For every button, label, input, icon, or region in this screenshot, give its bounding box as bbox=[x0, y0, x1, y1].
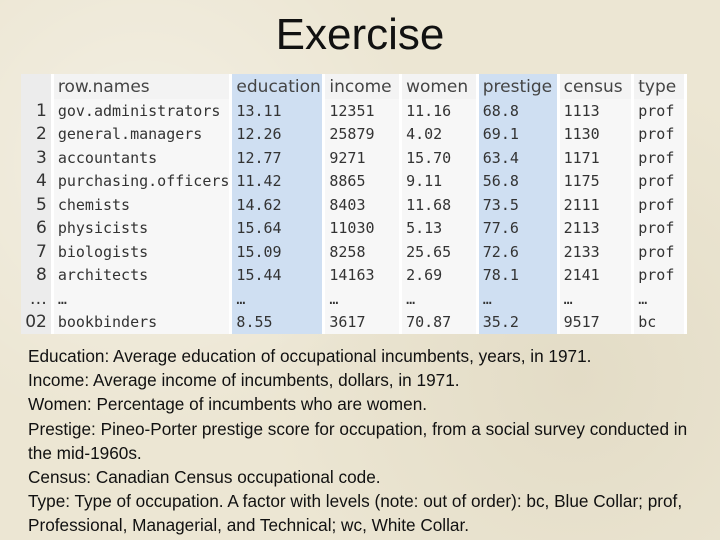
row-index: 8 bbox=[21, 264, 54, 288]
table-cell-row-names: physicists bbox=[54, 217, 233, 241]
description-census: Census: Canadian Census occupational code. bbox=[28, 467, 381, 488]
column-header-income: income bbox=[325, 74, 402, 99]
table-cell-prestige: 73.5 bbox=[479, 193, 560, 217]
table-cell-census: 2113 bbox=[560, 217, 635, 241]
table-cell-income: 12351 bbox=[325, 99, 402, 123]
table-cell-prestige: 72.6 bbox=[479, 240, 560, 264]
row-index: 2 bbox=[21, 123, 54, 147]
table-cell-row-names: bookbinders bbox=[54, 311, 233, 335]
table-cell-education: 11.42 bbox=[232, 170, 325, 194]
table-cell-education: 8.55 bbox=[232, 311, 325, 335]
table-row bbox=[21, 311, 687, 335]
table-cell-women: 25.65 bbox=[402, 240, 479, 264]
table-cell-census: 9517 bbox=[560, 311, 635, 335]
table-cell-income: 14163 bbox=[325, 264, 402, 288]
table-header-row bbox=[21, 74, 687, 99]
table-cell-row-names: general.managers bbox=[54, 123, 233, 147]
table-cell-education: 15.44 bbox=[232, 264, 325, 288]
table-row bbox=[21, 217, 687, 241]
column-header-women: women bbox=[402, 74, 479, 99]
table-row bbox=[21, 193, 687, 217]
table-cell-prestige: 77.6 bbox=[479, 217, 560, 241]
table-cell-census: 2141 bbox=[560, 264, 635, 288]
table-cell-prestige: 63.4 bbox=[479, 146, 560, 170]
table-cell-census: 2133 bbox=[560, 240, 635, 264]
table-row bbox=[21, 123, 687, 147]
table-cell-census: … bbox=[560, 287, 635, 311]
description-education: Education: Average education of occupational incumbents, years, in 1971. bbox=[28, 346, 592, 366]
table-cell-type: prof bbox=[634, 99, 687, 123]
table-cell-type: prof bbox=[634, 240, 687, 264]
table-cell-type: prof bbox=[634, 146, 687, 170]
variable-descriptions bbox=[28, 344, 708, 538]
table-cell-census: 1171 bbox=[560, 146, 635, 170]
row-index: 4 bbox=[21, 170, 54, 194]
table-cell-prestige: 35.2 bbox=[479, 311, 560, 335]
data-table bbox=[21, 74, 687, 334]
data-table-container bbox=[21, 74, 687, 334]
table-cell-income: 3617 bbox=[325, 311, 402, 335]
column-header-census: census bbox=[560, 74, 635, 99]
table-cell-women: 70.87 bbox=[402, 311, 479, 335]
table-cell-income: … bbox=[325, 287, 402, 311]
index-header bbox=[21, 74, 54, 99]
table-cell-type: prof bbox=[634, 193, 687, 217]
row-index: 6 bbox=[21, 217, 54, 241]
table-cell-income: 9271 bbox=[325, 146, 402, 170]
table-cell-row-names: biologists bbox=[54, 240, 233, 264]
table-cell-education: 12.26 bbox=[232, 123, 325, 147]
table-cell-prestige: 69.1 bbox=[479, 123, 560, 147]
column-header-education: education bbox=[232, 74, 325, 99]
row-index: 02 bbox=[21, 311, 54, 335]
table-cell-income: 8403 bbox=[325, 193, 402, 217]
table-row bbox=[21, 99, 687, 123]
description-women: Women: Percentage of incumbents who are women. bbox=[28, 394, 428, 415]
table-cell-type: prof bbox=[634, 264, 687, 288]
table-cell-type: prof bbox=[634, 170, 687, 194]
table-cell-women: … bbox=[402, 287, 479, 311]
description-type: Type: Type of occupation. A factor with levels (note: out of order): bc, Blue Collar; prof, Professional, Managerial, and Technical; wc, White Collar. bbox=[28, 491, 683, 536]
description-prestige: Prestige: Pineo-Porter prestige score for occupation, from a social survey conducted in the mid-1960s. bbox=[28, 418, 688, 463]
table-cell-census: 1113 bbox=[560, 99, 635, 123]
table-cell-census: 2111 bbox=[560, 193, 635, 217]
table-cell-women: 15.70 bbox=[402, 146, 479, 170]
table-cell-row-names: architects bbox=[54, 264, 233, 288]
column-header-row-names: row.names bbox=[54, 74, 233, 99]
table-cell-women: 11.16 bbox=[402, 99, 479, 123]
description-income: Income: Average income of incumbents, dollars, in 1971. bbox=[28, 370, 460, 391]
table-cell-women: 11.68 bbox=[402, 193, 479, 217]
table-cell-income: 25879 bbox=[325, 123, 402, 147]
table-row bbox=[21, 146, 687, 170]
table-row bbox=[21, 240, 687, 264]
table-cell-row-names: chemists bbox=[54, 193, 233, 217]
column-header-type: type bbox=[634, 74, 687, 99]
table-cell-row-names: … bbox=[54, 287, 233, 311]
table-cell-education: 15.64 bbox=[232, 217, 325, 241]
table-cell-prestige: 56.8 bbox=[479, 170, 560, 194]
column-header-prestige: prestige bbox=[479, 74, 560, 99]
table-cell-type: … bbox=[634, 287, 687, 311]
row-index: 5 bbox=[21, 193, 54, 217]
slide-title: Exercise bbox=[275, 10, 445, 59]
table-cell-type: bc bbox=[634, 311, 687, 335]
row-index: 7 bbox=[21, 240, 54, 264]
table-cell-census: 1130 bbox=[560, 123, 635, 147]
table-cell-women: 9.11 bbox=[402, 170, 479, 194]
table-cell-income: 11030 bbox=[325, 217, 402, 241]
table-cell-census: 1175 bbox=[560, 170, 635, 194]
table-cell-education: 14.62 bbox=[232, 193, 325, 217]
table-cell-type: prof bbox=[634, 123, 687, 147]
table-cell-education: 15.09 bbox=[232, 240, 325, 264]
table-cell-prestige: 68.8 bbox=[479, 99, 560, 123]
row-index: … bbox=[21, 287, 54, 311]
table-cell-income: 8258 bbox=[325, 240, 402, 264]
table-row bbox=[21, 170, 687, 194]
table-row bbox=[21, 287, 687, 311]
table-cell-row-names: purchasing.officers bbox=[54, 170, 233, 194]
table-row bbox=[21, 264, 687, 288]
table-cell-prestige: … bbox=[479, 287, 560, 311]
table-cell-women: 2.69 bbox=[402, 264, 479, 288]
table-cell-education: … bbox=[232, 287, 325, 311]
table-cell-women: 4.02 bbox=[402, 123, 479, 147]
table-cell-education: 13.11 bbox=[232, 99, 325, 123]
row-index: 3 bbox=[21, 146, 54, 170]
table-cell-income: 8865 bbox=[325, 170, 402, 194]
table-cell-row-names: gov.administrators bbox=[54, 99, 233, 123]
row-index: 1 bbox=[21, 99, 54, 123]
table-cell-women: 5.13 bbox=[402, 217, 479, 241]
table-cell-education: 12.77 bbox=[232, 146, 325, 170]
table-cell-prestige: 78.1 bbox=[479, 264, 560, 288]
table-cell-row-names: accountants bbox=[54, 146, 233, 170]
table-cell-type: prof bbox=[634, 217, 687, 241]
